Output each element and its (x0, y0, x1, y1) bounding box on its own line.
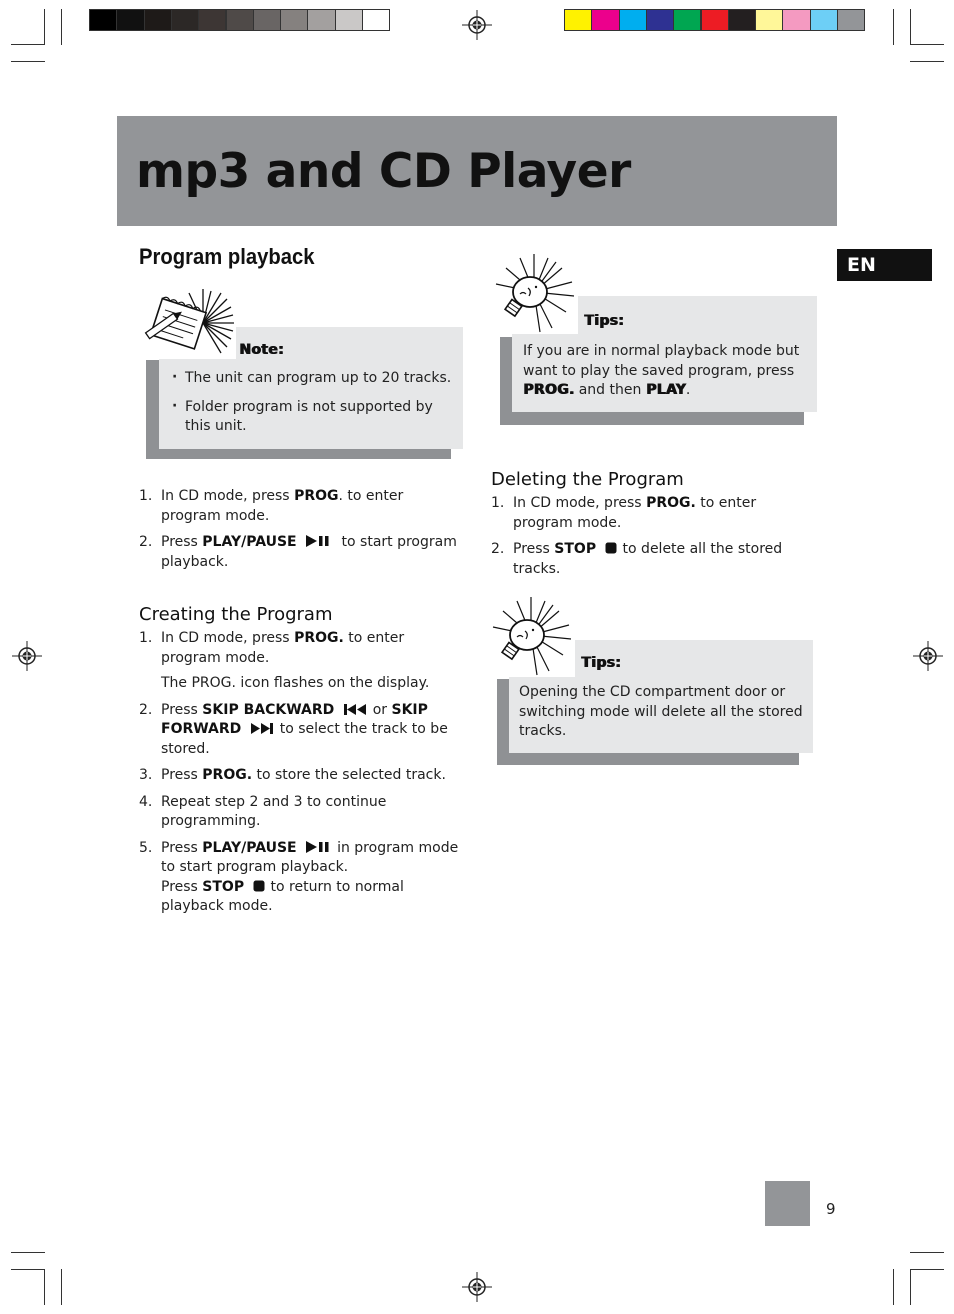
color-swatch (619, 9, 647, 31)
step-text: to start program playback. (161, 534, 457, 570)
step-number: 2. (139, 534, 153, 550)
color-swatch (673, 9, 701, 31)
step-number: 1. (139, 488, 153, 504)
color-swatch (782, 9, 810, 31)
crop-mark (11, 1252, 45, 1253)
color-swatch (171, 9, 199, 31)
step-text: In CD mode, press (161, 630, 295, 646)
key-name: SKIP FORWARD (161, 701, 428, 737)
tips-text-part: If you are in normal playback mode but want to play the saved program, press (523, 343, 800, 379)
step-text: or (372, 701, 388, 718)
creating-steps (139, 629, 461, 924)
step-text: to return to normal playback mode. (161, 878, 404, 914)
step-text: In CD mode, press (161, 488, 295, 504)
color-swatch (755, 9, 783, 31)
step-number: 1. (139, 630, 153, 646)
key-name: PROG. (202, 767, 253, 783)
crop-mark (44, 9, 45, 45)
color-swatch (226, 9, 254, 31)
page-number-block (765, 1181, 810, 1226)
tips-text-part: and then (574, 382, 646, 398)
list-item: · The unit can program up to 20 tracks. (172, 369, 452, 389)
step-note: The PROG. icon flashes on the display. (161, 675, 430, 691)
key-name: PROG. (523, 382, 575, 398)
step-text: Press (161, 767, 203, 783)
light-bulb-icon (490, 252, 578, 334)
crop-mark (893, 1269, 894, 1305)
light-bulb-icon (487, 595, 575, 677)
key-name: PROG (294, 488, 339, 504)
crop-mark (11, 61, 45, 62)
step-number: 4. (139, 793, 153, 810)
color-swatch (810, 9, 838, 31)
tips-text: Opening the CD compartment door or switching mode will delete all the stored tracks. (519, 684, 803, 739)
intro-steps (139, 487, 461, 579)
color-swatch (564, 9, 592, 31)
tips-text-part: . (685, 382, 691, 398)
page-title: mp3 and CD Player (136, 144, 631, 199)
color-swatch (280, 9, 308, 31)
stop-icon (605, 542, 617, 554)
color-swatch (144, 9, 172, 31)
color-swatch (253, 9, 281, 31)
color-swatch (335, 9, 363, 31)
step-number: 2. (139, 701, 153, 718)
step-text: Press (513, 541, 555, 557)
step-number: 5. (139, 839, 153, 856)
color-swatch (591, 9, 619, 31)
key-name: PROG. (294, 630, 344, 646)
color-swatch (89, 9, 117, 31)
color-swatch (198, 9, 226, 31)
step-text: . to enter program mode. (161, 488, 404, 524)
list-item (139, 533, 461, 572)
crop-mark (44, 1269, 45, 1305)
step-text: to enter program mode. (513, 495, 757, 531)
color-swatch (307, 9, 335, 31)
step-text: to select the track to be stored. (161, 721, 448, 757)
list-item (139, 839, 461, 917)
color-swatch (646, 9, 674, 31)
deleting-steps (491, 494, 816, 586)
step-number: 3. (139, 767, 153, 783)
note-label: Note: (239, 342, 284, 358)
key-name: STOP (202, 878, 245, 895)
color-swatch (728, 9, 756, 31)
crop-mark (11, 44, 45, 45)
registration-mark-icon (12, 641, 42, 671)
list-item (491, 494, 816, 533)
key-name: PROG. (646, 495, 696, 511)
creating-heading: Creating the Program (139, 604, 333, 625)
key-name: STOP (554, 541, 597, 557)
list-item (139, 766, 461, 786)
step-text: Press (161, 839, 203, 856)
crop-mark (910, 1269, 944, 1270)
list-item (139, 793, 461, 832)
step-number: 1. (491, 495, 505, 511)
crop-mark (910, 1252, 944, 1253)
key-name: PLAY (645, 382, 686, 398)
registration-mark-icon (462, 10, 492, 40)
page-number: 9 (826, 1200, 836, 1218)
crop-mark (910, 9, 911, 45)
step-text: In CD mode, press (513, 495, 647, 511)
list-item (139, 701, 461, 760)
crop-mark (910, 44, 944, 45)
step-number: 2. (491, 541, 505, 557)
step-text: to delete all the stored tracks. (513, 541, 783, 577)
crop-mark (910, 61, 944, 62)
step-text: Press (161, 534, 203, 550)
tips-text (523, 342, 808, 401)
deleting-heading: Deleting the Program (491, 469, 684, 490)
step-text: to enter program mode. (161, 630, 405, 666)
stop-icon (253, 880, 265, 892)
play-pause-icon (305, 841, 331, 853)
crop-mark (893, 9, 894, 45)
step-text: to store the selected track. (252, 767, 446, 783)
section-heading: Program playback (139, 244, 315, 269)
step-text: in program mode to start program playback. (161, 839, 459, 875)
list-item (139, 629, 461, 694)
color-swatch (362, 9, 390, 31)
note-pad-icon (141, 287, 236, 359)
step-text: Press (161, 878, 203, 895)
step-text: Press (161, 701, 203, 718)
key-name: SKIP BACKWARD (202, 701, 335, 718)
play-pause-icon (305, 535, 331, 547)
key-name: PLAY/PAUSE (202, 534, 297, 550)
step-text: Repeat step 2 and 3 to continue programming. (161, 793, 387, 829)
color-swatch (701, 9, 729, 31)
color-swatch (837, 9, 865, 31)
tips-label: Tips: (584, 313, 624, 329)
list-item (139, 487, 461, 526)
skip-forward-icon (250, 723, 274, 734)
color-swatch (116, 9, 144, 31)
crop-mark (910, 1269, 911, 1305)
tips-label: Tips: (581, 655, 621, 671)
key-name: PLAY/PAUSE (202, 839, 297, 856)
list-item (491, 540, 816, 579)
list-item: · Folder program is not supported by this unit. (172, 398, 452, 437)
crop-mark (11, 1269, 45, 1270)
registration-mark-icon (462, 1272, 492, 1302)
skip-backward-icon (343, 704, 367, 715)
registration-mark-icon (913, 641, 943, 671)
note-list (172, 369, 452, 446)
language-tab: EN (837, 249, 932, 281)
crop-mark (61, 9, 62, 45)
crop-mark (61, 1269, 62, 1305)
